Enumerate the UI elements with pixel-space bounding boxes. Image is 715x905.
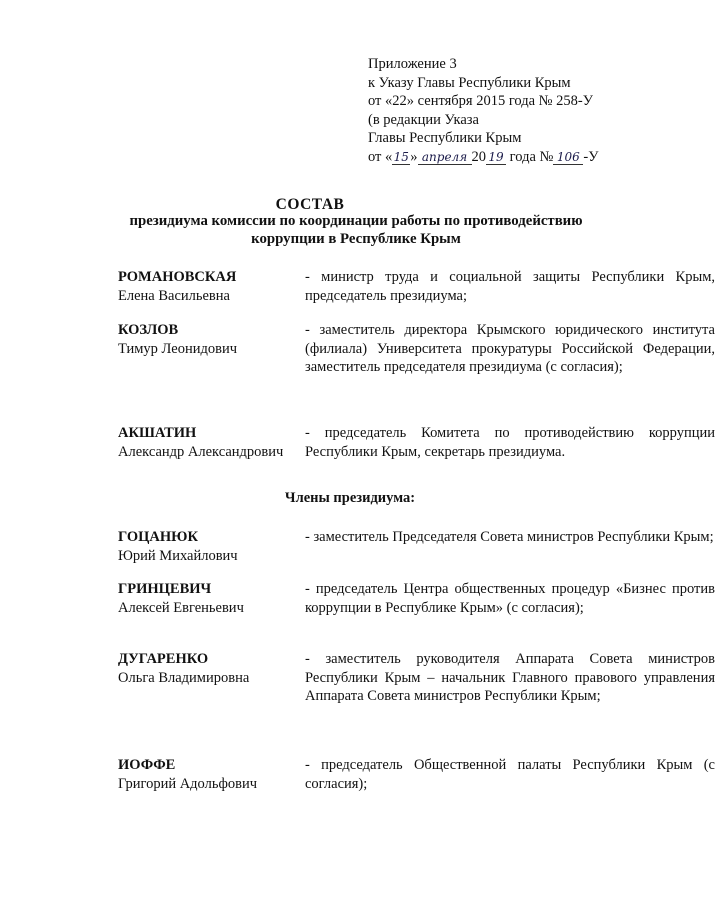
person-surname: РОМАНОВСКАЯ	[118, 269, 237, 285]
edit-year-prefix: 20	[471, 148, 487, 165]
person-given-name: Елена Васильевна	[118, 287, 230, 304]
person-role: - заместитель Председателя Совета министров Республики Крым;	[305, 529, 714, 545]
edit-suffix: -У	[583, 148, 599, 165]
person-given-name: Ольга Владимировна	[118, 669, 250, 686]
appendix-line: к Указу Главы Республики Крым	[368, 74, 571, 91]
handwritten-day: 15	[393, 149, 409, 164]
person-name	[118, 756, 308, 793]
person-role: - председатель Комитета по противодействию коррупции Республики Крым, секретарь президиума.	[305, 425, 715, 460]
person-name	[118, 321, 308, 358]
person-given-name: Александр Александрович	[118, 443, 284, 460]
person-given-name: Алексей Евгеньевич	[118, 599, 244, 616]
person-name	[118, 580, 308, 617]
person-surname: АКШАТИН	[118, 425, 197, 441]
person-role: - председатель Центра общественных процедур «Бизнес против коррупции в Республике Крым» (с согласия);	[305, 581, 715, 616]
appendix-line: от «22» сентября 2015 года № 258-У	[368, 93, 593, 109]
person-role: - председатель Общественной палаты Республики Крым (с согласия);	[305, 757, 715, 792]
person-surname: ГОЦАНЮК	[118, 529, 199, 545]
person-role: - заместитель руководителя Аппарата Совета министров Республики Крым – начальник Главного правового управления Аппарата Совета министров Республики Крым;	[305, 651, 715, 704]
person-role: - министр труда и социальной защиты Республики Крым, председатель президиума;	[305, 269, 715, 304]
handwritten-number: 106	[553, 150, 583, 165]
edit-prefix: от «	[368, 148, 393, 165]
person-name	[118, 424, 308, 461]
appendix-line: Приложение 3	[368, 56, 457, 72]
members-heading: Члены президиума:	[284, 490, 416, 506]
person-surname: ДУГАРЕНКО	[118, 651, 209, 667]
appendix-header	[368, 55, 628, 166]
person-role: - заместитель директора Крымского юридического института (филиала) Университета прокуратуры Российской Федерации, заместитель председателя президиума (с согласия);	[305, 322, 715, 375]
appendix-line: (в редакции Указа	[368, 111, 479, 128]
appendix-edit-line	[368, 148, 628, 167]
appendix-line: Главы Республики Крым	[368, 130, 522, 146]
person-surname: КОЗЛОВ	[118, 322, 179, 338]
person-name	[118, 268, 308, 305]
handwritten-year: 19	[486, 150, 506, 165]
person-given-name: Юрий Михайлович	[118, 547, 238, 564]
handwritten-month: апреля	[418, 150, 472, 165]
edit-mid2: года №	[506, 148, 554, 165]
document-title: СОСТАВ	[275, 196, 345, 213]
person-surname: ГРИНЦЕВИЧ	[118, 581, 212, 597]
person-surname: ИОФФЕ	[118, 757, 176, 773]
edit-mid1: »	[410, 148, 418, 165]
person-name	[118, 528, 308, 565]
person-given-name: Григорий Адольфович	[118, 775, 258, 792]
person-name	[118, 650, 308, 687]
document-subtitle: президиума комиссии по координации работы по противодействию коррупции в Республике Крым	[129, 213, 583, 247]
person-given-name: Тимур Леонидович	[118, 340, 238, 357]
